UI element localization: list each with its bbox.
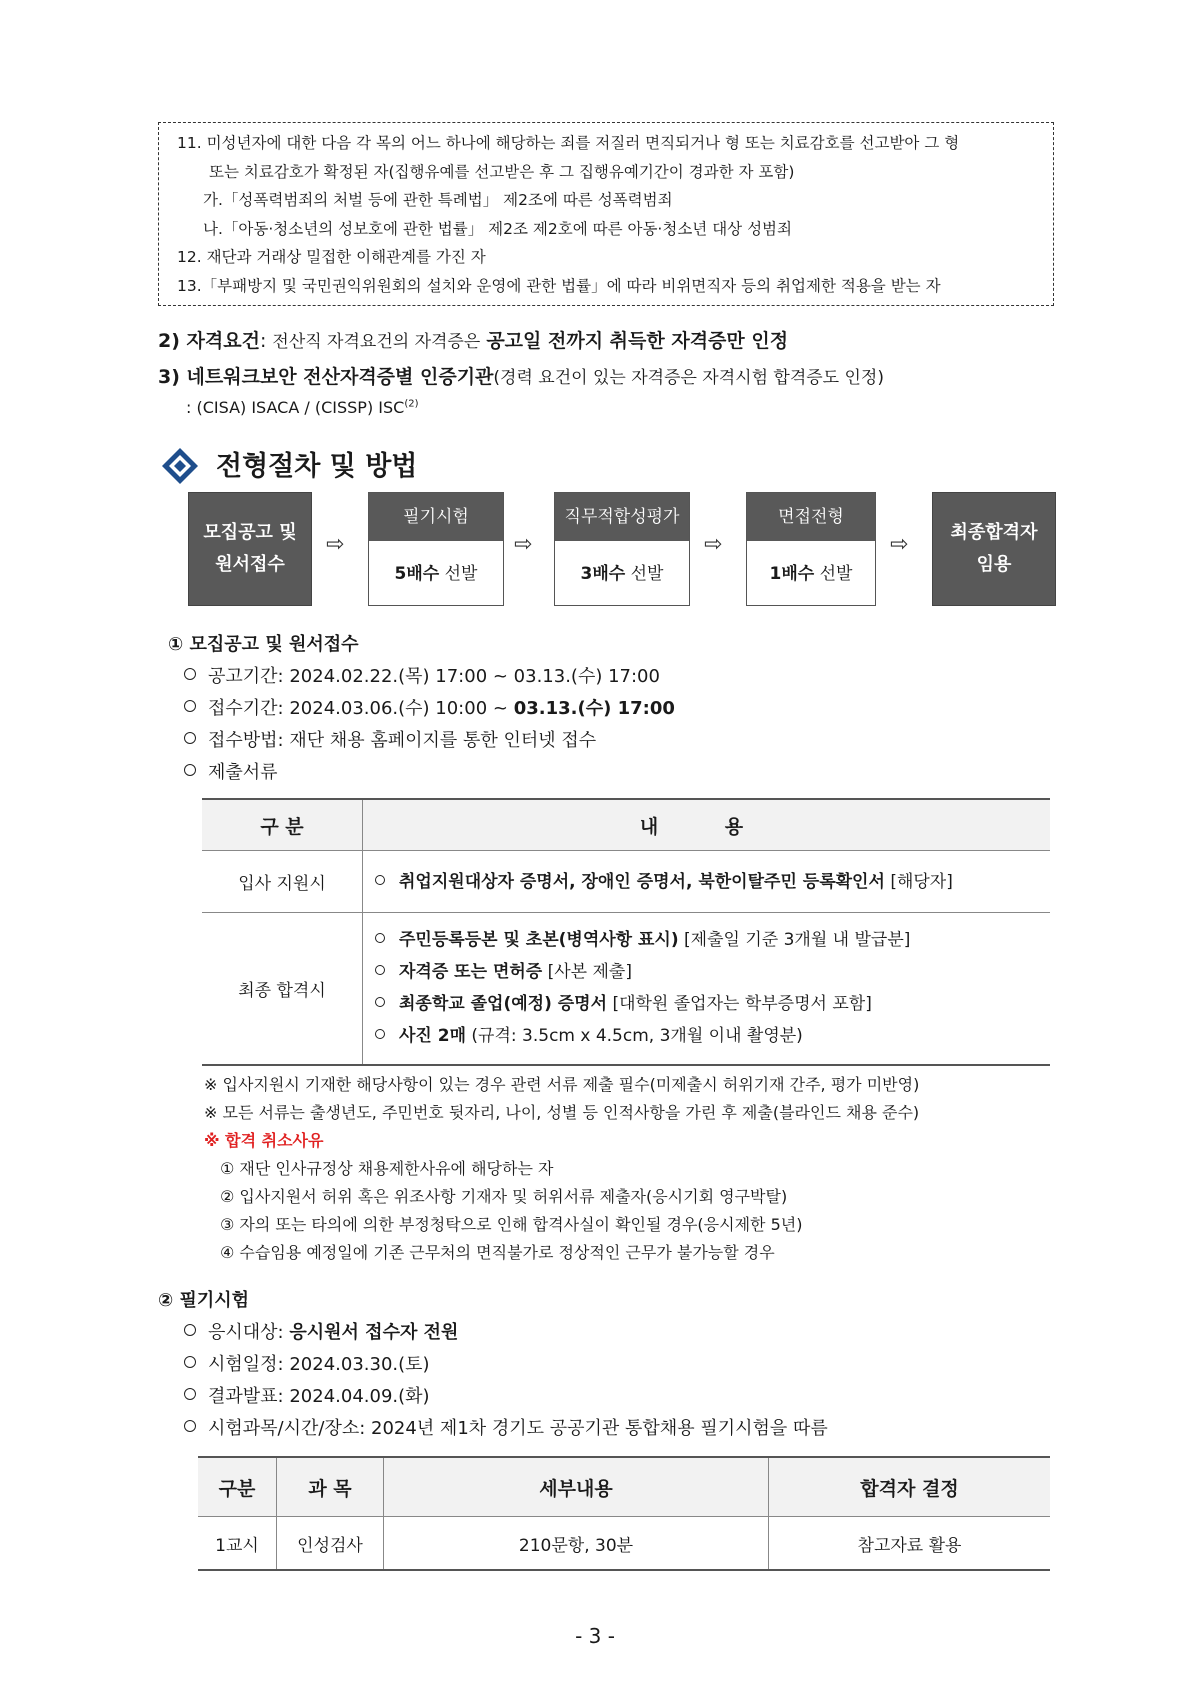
step-written-exam	[368, 492, 504, 606]
documents-row2-l2-rest: [사본 제출]	[547, 962, 632, 983]
cert-bodies-note: (경력 요건이 있는 자격증은 자격시험 합격증도 인정)	[493, 368, 884, 388]
bullet-icon	[184, 1388, 196, 1400]
bullet-icon	[184, 1324, 196, 1336]
item-11-line2: 또는 치료감호가 확정된 자(집행유예를 선고받은 후 그 집행유예기간이 경과한 자 포함)	[209, 162, 795, 181]
sub2-date-line	[184, 1350, 430, 1376]
step-interview-multiplier: 1배수	[769, 564, 815, 584]
qualification-label: 2) 자격요건	[158, 330, 260, 352]
step-recruitment: 모집공고 및 원서접수	[188, 492, 312, 606]
section-title: 전형절차 및 방법	[216, 451, 418, 482]
exam-table	[198, 1456, 1050, 1571]
documents-table	[202, 798, 1050, 1066]
sub1-period-line	[184, 662, 660, 688]
qualification-text: 전산직 자격요건의 자격증은	[272, 332, 481, 352]
table-row	[202, 913, 1050, 1065]
bullet-icon	[184, 700, 196, 712]
cert-bodies-line	[158, 362, 884, 389]
documents-row2-l4-rest: (규격: 3.5cm x 4.5cm, 3개월 이내 촬영분)	[471, 1026, 803, 1047]
sub2-target-line	[184, 1318, 458, 1344]
cert-bodies-list-text: : (CISA) ISACA / (CISSP) ISC	[186, 398, 405, 417]
exam-row1-details: 210문항, 30분	[384, 1517, 769, 1571]
sub2-date: 시험일정: 2024.03.30.(토)	[208, 1354, 430, 1375]
page-number: - 3 -	[575, 1624, 615, 1648]
bullet-icon	[375, 997, 385, 1007]
cancel-reason-4: ④ 수습임용 예정일에 기존 근무처의 면직불가로 정상적인 근무가 불가능할 경우	[220, 1243, 775, 1262]
sub1-method: 접수방법: 재단 채용 홈페이지를 통한 인터넷 접수	[208, 730, 597, 751]
table-row	[202, 851, 1050, 913]
step-jobfit-body	[555, 541, 689, 607]
step-interview-select: 선발	[819, 564, 853, 584]
step-arrow-4: ⇨	[890, 532, 909, 557]
step-arrow-1: ⇨	[326, 532, 345, 557]
disqualification-box	[158, 122, 1054, 306]
sub1-receipt-b: 03.13.(수) 17:00	[513, 698, 675, 719]
cert-bodies-label: 3) 네트워크보안 전산자격증별 인증기관	[158, 366, 494, 388]
step-final-hire: 최종합격자 임용	[932, 492, 1056, 606]
sub1-title: ① 모집공고 및 원서접수	[168, 634, 359, 655]
sub2-subjects: 시험과목/시간/장소: 2024년 제1차 경기도 공공기관 통합채용 필기시험을 따름	[208, 1418, 828, 1439]
table-row	[198, 1517, 1050, 1571]
sub1-receipt-a: 접수기간: 2024.03.06.(수) 10:00 ~	[208, 698, 508, 719]
cert-bodies-sup: (2)	[404, 398, 419, 410]
documents-table-header	[202, 799, 1050, 851]
sub1-docs: 제출서류	[208, 762, 278, 783]
bullet-icon	[375, 933, 385, 943]
qualification-bold: 공고일 전까지 취득한 자격증만 인정	[486, 330, 789, 352]
documents-row1-label: 입사 지원시	[202, 851, 363, 913]
bullet-icon	[184, 1356, 196, 1368]
documents-row2-l3-rest: [대학원 졸업자는 학부증명서 포함]	[612, 994, 872, 1015]
documents-row2-l1-bold: 주민등록등본 및 초본(병역사항 표시)	[399, 930, 679, 951]
bullet-icon	[375, 875, 385, 885]
bullet-icon	[375, 965, 385, 975]
step-job-fit	[554, 492, 690, 606]
step-jobfit-select: 선발	[630, 564, 664, 584]
qualification-line	[158, 326, 788, 353]
documents-row2-l1-rest: [제출일 기준 3개월 내 발급분]	[684, 930, 911, 951]
documents-row1-rest: [해당자]	[890, 871, 953, 892]
step-written-select: 선발	[444, 564, 478, 584]
step-jobfit-multiplier: 3배수	[580, 564, 626, 584]
note-2: ※ 모든 서류는 출생년도, 주민번호 뒷자리, 나이, 성별 등 인적사항을 가린 후 제출(블라인드 채용 준수)	[204, 1103, 920, 1122]
step-jobfit-head: 직무적합성평가	[555, 493, 689, 541]
documents-row2-l3-bold: 최종학교 졸업(예정) 증명서	[399, 994, 608, 1015]
cancel-title: ※ 합격 취소사유	[204, 1131, 324, 1150]
item-13: 13.「부패방지 및 국민권익위원회의 설치와 운영에 관한 법률」에 따라 비위면직자 등의 취업제한 적용을 받는 자	[177, 276, 941, 295]
exam-header-details: 세부내용	[384, 1457, 769, 1517]
exam-header-subject: 과 목	[277, 1457, 384, 1517]
item-11-a: 가.「성폭력범죄의 처벌 등에 관한 특례법」 제2조에 따른 성폭력범죄	[203, 191, 673, 209]
documents-header-category: 구 분	[202, 799, 363, 851]
sub1-period: 공고기간: 2024.02.22.(목) 17:00 ~ 03.13.(수) 17:00	[208, 666, 660, 687]
bullet-icon	[184, 764, 196, 776]
sub1-receipt-line	[184, 694, 675, 720]
sub2-title: ② 필기시험	[158, 1290, 250, 1311]
sub2-target-b: 응시원서 접수자 전원	[289, 1322, 459, 1343]
documents-header-content: 내 용	[363, 799, 1051, 851]
step-interview-head: 면접전형	[747, 493, 875, 541]
sub1-docs-line	[184, 758, 278, 784]
item-12: 12. 재단과 거래상 밀접한 이해관계를 가진 자	[177, 248, 486, 266]
sub1-method-line	[184, 726, 596, 752]
step-written-head: 필기시험	[369, 493, 503, 541]
step-interview	[746, 492, 876, 606]
exam-header-decision: 합격자 결정	[769, 1457, 1051, 1517]
documents-row2-label: 최종 합격시	[202, 913, 363, 1065]
exam-row1-subject: 인성검사	[277, 1517, 384, 1571]
step-written-body	[369, 541, 503, 607]
documents-row2-l4-bold: 사진 2매	[399, 1026, 467, 1047]
cancel-reason-3: ③ 자의 또는 타의에 의한 부정청탁으로 인해 합격사실이 확인될 경우(응시제한 5년)	[220, 1215, 803, 1234]
item-11-line1: 11. 미성년자에 대한 다음 각 목의 어느 하나에 해당하는 죄를 저질러 면직되거나 형 또는 치료감호를 선고받아 그 형	[177, 134, 960, 152]
sub2-result: 결과발표: 2024.04.09.(화)	[208, 1386, 430, 1407]
exam-table-header	[198, 1457, 1050, 1517]
item-11-b: 나.「아동·청소년의 성보호에 관한 법률」 제2조 제2호에 따른 아동·청소년 대상 성범죄	[203, 219, 792, 238]
section-diamond-icon	[160, 446, 200, 486]
documents-row1-bold: 취업지원대상자 증명서, 장애인 증명서, 북한이탈주민 등록확인서	[399, 871, 885, 892]
step-interview-body	[747, 541, 875, 607]
documents-row2-l2-bold: 자격증 또는 면허증	[399, 962, 543, 983]
cancel-reason-2: ② 입사지원서 허위 혹은 위조사항 기재자 및 허위서류 제출자(응시기회 영구박탈)	[220, 1187, 788, 1206]
cancel-reason-1: ① 재단 인사규정상 채용제한사유에 해당하는 자	[220, 1159, 554, 1178]
step-written-multiplier: 5배수	[394, 564, 440, 584]
documents-row2-content	[363, 913, 1051, 1065]
step-arrow-2: ⇨	[514, 532, 533, 557]
bullet-icon	[184, 668, 196, 680]
documents-row1-content	[363, 851, 1051, 913]
exam-row1-period: 1교시	[198, 1517, 277, 1571]
sub2-target-a: 응시대상:	[208, 1322, 284, 1343]
bullet-icon	[184, 732, 196, 744]
sub2-subjects-line	[184, 1414, 828, 1440]
qualification-colon: :	[259, 330, 267, 352]
sub2-result-line	[184, 1382, 430, 1408]
step-arrow-3: ⇨	[704, 532, 723, 557]
exam-row1-decision: 참고자료 활용	[769, 1517, 1051, 1571]
note-1: ※ 입사지원시 기재한 해당사항이 있는 경우 관련 서류 제출 필수(미제출시 허위기재 간주, 평가 미반영)	[204, 1075, 920, 1094]
bullet-icon	[184, 1420, 196, 1432]
bullet-icon	[375, 1029, 385, 1039]
cert-bodies-list	[186, 398, 419, 417]
exam-header-category: 구분	[198, 1457, 277, 1517]
